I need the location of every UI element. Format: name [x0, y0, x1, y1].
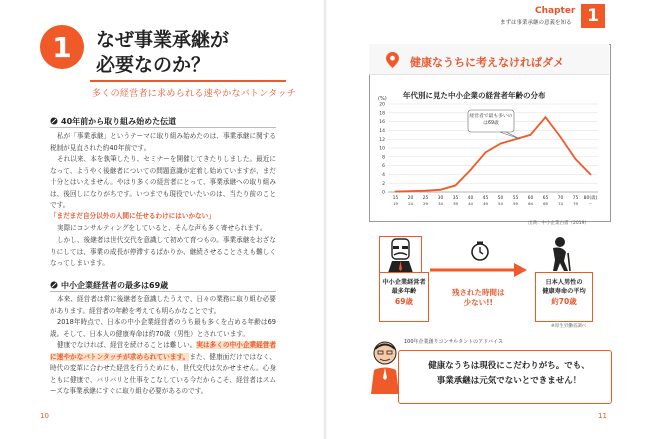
data-point [530, 134, 532, 136]
data-point [425, 190, 427, 192]
x-tick-label: 50 [497, 196, 504, 201]
data-point [590, 174, 592, 176]
advice-line2: 事業承継は元気でないとできません！ [436, 376, 582, 386]
businessman-icon [380, 237, 421, 273]
paragraph-6: 2018年時点で、日本の中小企業経営者のうち最も多くを占める年齢は69歳。そして、日本人の健康寿命は約70歳（男性）とされています。 [50, 318, 276, 338]
info-box-ceo-age [379, 272, 429, 322]
data-point [485, 152, 487, 154]
title-line2: 必要なのか？ [96, 54, 211, 76]
chapter-subtitle: まずは事業承継の意義を知る [500, 20, 572, 26]
x-tick-label: 45 [482, 196, 489, 201]
section-divider-1 [50, 127, 276, 128]
x-tick-label: 25 [422, 196, 429, 201]
page-number-right: 11 [598, 412, 607, 420]
section-heading-2 [50, 280, 168, 291]
data-point [560, 136, 562, 138]
x-tick-label: 75 [572, 196, 579, 201]
data-point [545, 116, 547, 118]
y-tick-label: 10 [379, 146, 385, 152]
x-tick-sub: 69 [543, 201, 548, 206]
chapter-number-box: 1 [581, 4, 605, 28]
highlighted-text: 実は多くの中小企業経営者に速やかなバトンタッチが求められています。 [50, 341, 277, 361]
info-right-line1: 日本人男性の [545, 279, 583, 286]
title-rule [90, 80, 286, 82]
data-point [410, 190, 412, 192]
x-tick-label: 20 [407, 196, 414, 201]
info-left-line1: 中小企業経営者 [382, 279, 426, 286]
paragraph-3: 実際にコンサルティングをしていると、そんな声も多く寄せられます。 [57, 224, 267, 232]
x-tick-sub: 39 [453, 201, 458, 206]
data-point [455, 185, 457, 187]
remain-line1: 残された時間は [452, 288, 505, 297]
chart-source: 出典：中小企業白書（2019） [528, 221, 589, 226]
info-left-line2: 最多年齢 [391, 288, 417, 295]
remain-line2: 少ない!! [463, 298, 493, 307]
x-tick-label: 80(歳) [583, 196, 598, 201]
data-point [500, 143, 502, 145]
y-tick-label: 4 [382, 173, 385, 178]
paragraph-1: 私が「事業承継」というテーマに取り組み始めたのは、事業承継に関する税制が見直された約40年前です。 [50, 132, 276, 152]
x-tick-label: 60 [527, 196, 534, 201]
x-tick-sub: 29 [423, 201, 428, 206]
page-number-left: 10 [40, 412, 49, 420]
info-box-healthy-life [535, 272, 593, 322]
chapter-label: Chapter [535, 6, 576, 16]
paragraph-7 [50, 340, 276, 398]
advice-line1: 健康なうちは現役にこだわりがち。でも、 [428, 361, 590, 371]
y-tick-label: 6 [382, 164, 385, 170]
x-tick-label: 55 [512, 196, 519, 201]
y-tick-label: 14 [379, 129, 385, 134]
y-tick-label: 8 [382, 155, 385, 161]
elderly-man-icon [542, 236, 578, 276]
y-tick-label: 18 [379, 111, 385, 117]
x-tick-sub: 34 [438, 201, 443, 206]
advisor-avatar-icon [368, 338, 402, 398]
page-subtitle: 多くの経営者に求められる速やかなバトンタッチ [92, 89, 297, 99]
paragraph-2: それ以来、本を執筆したり、セミナーを開催してきたりしました。最近になって、ようやく後継者についての問題意識が定着し始めていますが、まだ十分とはいえません。やはり多くの経営者にとって、事業承継への取り組みは、後回しになりがちです。いつまでも現役でいたいのは、当たり前のことです。 [50, 155, 276, 209]
title-line1: なぜ事業承継が [96, 29, 230, 51]
y-tick-label: 0 [382, 190, 385, 196]
footnote: ※厚生労働省調べ [551, 324, 587, 329]
x-tick-sub: 19 [393, 201, 398, 206]
advice-text [414, 359, 604, 389]
info-left-value: 69歳 [395, 297, 413, 306]
section-heading-1-text: 40年前から取り組み始めた伝道 [61, 117, 177, 126]
data-point [395, 191, 397, 193]
x-tick-label: 65 [542, 196, 549, 201]
pen-icon [50, 281, 58, 289]
quote-text: 「まだまだ自分以外の人間に任せるわけにはいかない」 [50, 212, 215, 220]
book-spine [323, 0, 327, 439]
x-tick-sub: 49 [483, 201, 488, 206]
chart-title: 年代別に見た中小企業の経営者年齢の分布 [403, 91, 546, 100]
y-tick-label: 16 [379, 120, 385, 126]
chart-annotation: 経営者で最も多いのは69歳 [469, 114, 513, 126]
data-point [515, 138, 517, 140]
paragraph-7-a: 健康でなければ、 [57, 341, 111, 349]
location-pin-icon [386, 52, 399, 72]
info-right-value: 約70歳 [551, 297, 577, 306]
paragraph-7-b: 経営を続けることは難しい。 [110, 341, 197, 349]
pen-icon [50, 117, 58, 125]
section-divider-2 [50, 291, 276, 292]
businessman-illustration [379, 236, 422, 274]
panel-title: 健康なうちに考えなければダメ [410, 56, 564, 69]
paragraph-4: しかし、後継者は世代交代を意識して初めて育つもの。事業承継をおざなりにしては、事業の成長が停滞するばかりか、継続させることさえも難しくなってしまいます。 [50, 236, 276, 267]
x-tick-sub: 64 [528, 201, 533, 206]
x-tick-sub: 79 [573, 201, 578, 206]
data-point [440, 189, 442, 191]
x-tick-label: 15 [392, 196, 399, 201]
y-tick-label: 2 [382, 181, 385, 187]
x-tick-sub: 74 [558, 201, 563, 206]
data-point [470, 169, 472, 171]
x-tick-label: 35 [452, 196, 459, 201]
y-tick-label: 12 [379, 137, 385, 143]
page-title [96, 28, 229, 78]
chart-callout [468, 110, 520, 139]
paragraph-7-c: また、健康面だけではなく、時代の変革に合わせた経営を行うためにも、世代交代は欠かせません。心身ともに健康で、バリバリと仕事をこなしている今だからこそ、経営者はスムーズな事業承継にすぐに取り組む必要があるのです。 [50, 352, 277, 395]
x-tick-sub: 59 [513, 201, 518, 206]
paragraph-5: 本来、経営者は常に後継者を意識したうえで、日々の業務に取り組む必要があります。経営者の年齢を考えても明らかなことです。 [50, 295, 276, 315]
x-tick-label: 30 [437, 196, 444, 201]
x-tick-label: 40 [467, 196, 474, 201]
y-tick-label: 20 [379, 102, 385, 108]
section-heading-1 [50, 116, 176, 127]
x-tick-sub: 24 [408, 201, 413, 206]
y-axis-unit: (%) [378, 96, 387, 102]
section-heading-2-text: 中小企業経営者の最多は69歳 [61, 281, 169, 290]
x-tick-sub: 54 [498, 201, 503, 206]
x-tick-sub: ~ [588, 201, 593, 206]
x-tick-sub: 44 [468, 201, 473, 206]
age-distribution-chart [370, 94, 608, 224]
section-number-badge: 1 [40, 25, 84, 69]
advisor-label: 100年企業創りコンサルタントのアドバイス [404, 339, 503, 345]
data-point [575, 158, 577, 160]
remaining-time-text [452, 288, 505, 308]
clock-icon [470, 241, 490, 265]
x-tick-label: 70 [557, 196, 564, 201]
info-right-line2: 健康寿命の平均 [542, 288, 586, 295]
